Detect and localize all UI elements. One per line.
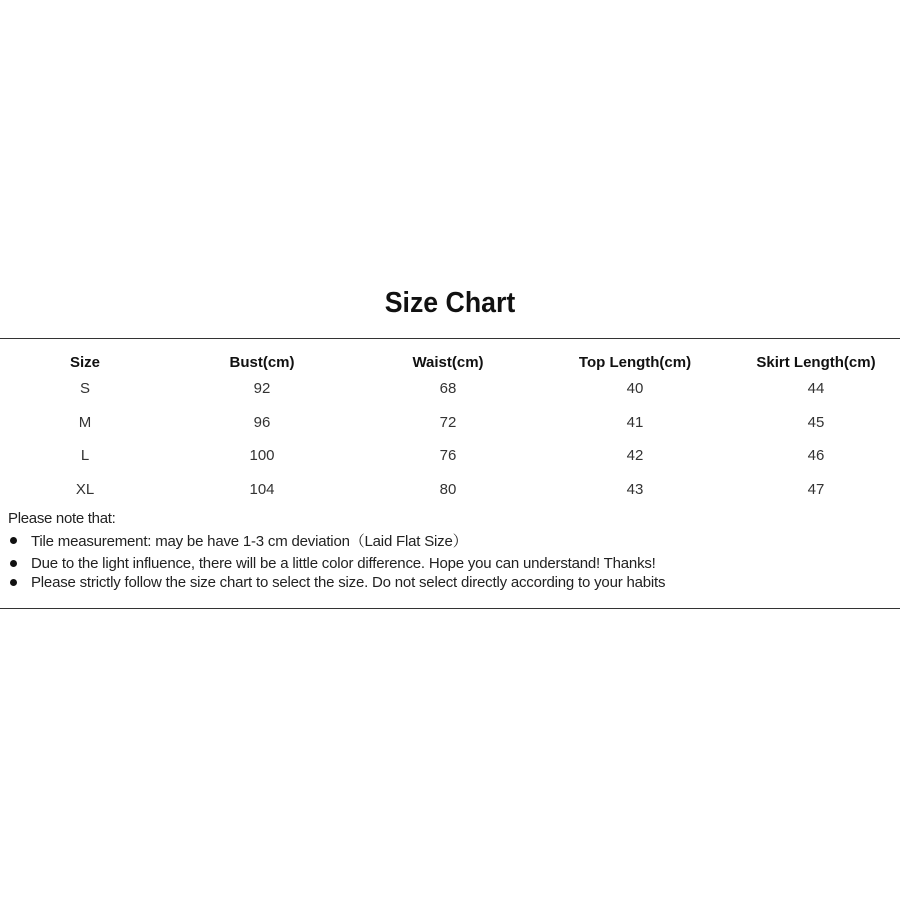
- divider-top: [0, 338, 900, 339]
- cell-bust: 104: [249, 480, 275, 498]
- cell-bust: 100: [249, 447, 275, 464]
- cell-bust: 96: [253, 413, 271, 431]
- cell-bust: 92: [253, 380, 271, 397]
- header-bust: Bust(cm): [229, 354, 295, 371]
- cell-waist: 72: [439, 413, 457, 431]
- note-text: Tile measurement: may be have 1-3 cm deviation（Laid Flat Size）: [31, 533, 468, 550]
- note-item: [8, 554, 665, 573]
- cell-skirt-length: 46: [807, 447, 825, 464]
- size-chart-title: Size Chart: [384, 287, 516, 319]
- cell-top-length: 42: [626, 447, 644, 464]
- cell-size: S: [79, 380, 91, 397]
- cell-skirt-length: 45: [807, 413, 825, 431]
- notes-heading: Please note that:: [8, 510, 116, 527]
- table-row: [0, 414, 900, 448]
- notes-section: [8, 510, 665, 592]
- table-row: [0, 447, 900, 481]
- table-row: [0, 481, 900, 515]
- note-text: Please strictly follow the size chart to select the size. Do not select directly according to your habits: [31, 574, 666, 591]
- divider-bottom: [0, 608, 900, 609]
- cell-size: L: [80, 447, 90, 464]
- header-skirt-length: Skirt Length(cm): [756, 354, 876, 371]
- table-header-row: [0, 354, 900, 380]
- cell-top-length: 43: [626, 480, 644, 498]
- cell-size: XL: [75, 480, 95, 498]
- bullet-icon: [10, 579, 17, 586]
- header-top-length: Top Length(cm): [578, 354, 692, 371]
- cell-waist: 68: [439, 380, 457, 397]
- cell-top-length: 41: [626, 413, 644, 431]
- note-item: [8, 573, 665, 592]
- header-size: Size: [69, 354, 101, 371]
- bullet-icon: [10, 560, 17, 567]
- bullet-icon: [10, 537, 17, 544]
- cell-waist: 80: [439, 480, 457, 498]
- cell-skirt-length: 47: [807, 480, 825, 498]
- header-waist: Waist(cm): [412, 354, 484, 371]
- cell-top-length: 40: [626, 380, 644, 397]
- cell-size: M: [78, 413, 92, 431]
- cell-waist: 76: [439, 447, 457, 464]
- note-item: [8, 531, 665, 550]
- cell-skirt-length: 44: [807, 380, 825, 397]
- note-text: Due to the light influence, there will be a little color difference. Hope you can understand! Thanks!: [31, 555, 656, 572]
- table-row: [0, 380, 900, 414]
- size-table: [0, 354, 900, 514]
